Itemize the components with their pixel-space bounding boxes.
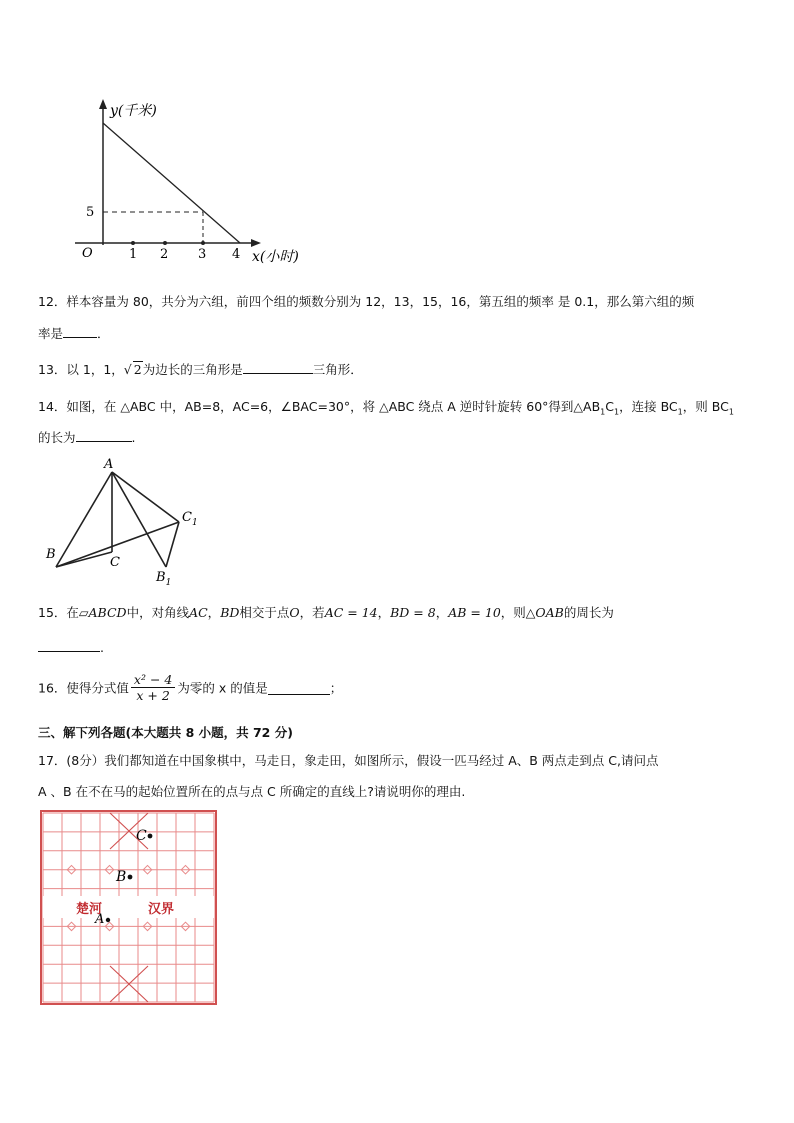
- y-axis-arrow: [99, 99, 107, 109]
- fig-label-c: C: [110, 555, 120, 570]
- river-left-text: 楚河: [76, 902, 103, 917]
- x-tick-2: 2: [160, 247, 169, 262]
- fig-label-c1: $C_1$: [182, 510, 198, 528]
- river-band: [43, 896, 214, 918]
- x-axis-label: x(小时): [252, 249, 299, 265]
- fig-label-a: A: [104, 457, 114, 472]
- point-c-dot: [148, 834, 153, 839]
- q15-answer-blank[interactable]: [38, 638, 100, 652]
- triangle-rotation-figure: [42, 455, 212, 590]
- q14-line2-text: 的长为: [38, 430, 76, 445]
- q13-line: [38, 360, 363, 378]
- point-b-dot: [128, 875, 133, 880]
- q14-sub-bc1b: 1: [728, 407, 734, 417]
- x-tick-1: 1: [129, 247, 138, 262]
- q15-oab: OAB: [535, 605, 564, 620]
- q15-ac: AC: [189, 605, 208, 620]
- q16-numerator: x² − 4: [131, 672, 175, 688]
- x-tick-dot-1: [131, 241, 135, 245]
- q15-end: .: [100, 640, 104, 655]
- q15-p8: ，则△: [500, 605, 536, 620]
- q12-line2: [38, 324, 110, 342]
- q13-prefix: 13．以 1，1，: [38, 362, 124, 377]
- q15-line1: [38, 603, 614, 621]
- x-axis-arrow: [251, 239, 261, 247]
- x-tick-4: 4: [232, 247, 241, 262]
- q15-p1: 15．在: [38, 605, 79, 620]
- q15-p7: ，: [435, 605, 449, 620]
- q13-answer-blank[interactable]: [243, 360, 313, 374]
- q15-o: O: [289, 605, 300, 620]
- sqrt-symbol: √: [123, 362, 132, 377]
- y-tick-5: 5: [86, 205, 95, 220]
- q14-sub-bc1: 1: [677, 407, 683, 417]
- point-b-label: B: [116, 869, 127, 885]
- fig-label-b: B: [46, 547, 56, 562]
- q15-eq2: BD = 8: [390, 605, 436, 620]
- point-a-dot: [106, 918, 110, 922]
- q15-parallelogram: ▱ABCD: [78, 605, 127, 620]
- q14-line2: [38, 428, 136, 446]
- q14-line1: [38, 397, 734, 417]
- river-right-text: 汉界: [148, 902, 175, 917]
- q16-end: ；: [329, 680, 343, 696]
- q15-bd: BD: [220, 605, 240, 620]
- graph-line: [103, 123, 240, 243]
- q17-line2: A 、B 在不在马的起始位置所在的点与点 C 所确定的直线上?请说明你的理由.: [38, 784, 466, 799]
- q13-radicand: 2: [133, 362, 142, 377]
- q15-p2: 中，对角线: [126, 605, 190, 620]
- section-heading: 三、解下列各题(本大题共 8 小题，共 72 分): [38, 725, 293, 740]
- distance-time-graph: [70, 95, 320, 270]
- chess-board-figure: [40, 810, 218, 1006]
- x-tick-dot-3: [201, 241, 205, 245]
- q14-line1-text: 14．如图，在 △ABC 中，AB=8，AC=6，∠BAC=30°，将 △ABC 绕点 A 逆时针旋转 60°得到△AB: [38, 399, 601, 414]
- q15-p5: ，若: [299, 605, 325, 620]
- origin-label: O: [82, 246, 93, 261]
- x-tick-dot-2: [163, 241, 167, 245]
- q14-c: C: [605, 399, 614, 414]
- q14-answer-blank[interactable]: [76, 428, 132, 442]
- q13-suffix: 三角形．: [312, 362, 363, 377]
- q14-sub-c1: 1: [614, 407, 620, 417]
- q12-line1: [38, 292, 694, 310]
- q14-then: ，则 BC: [682, 399, 729, 414]
- x-tick-3: 3: [198, 247, 207, 262]
- fig-label-b1: $B_1$: [156, 570, 172, 588]
- point-a-label: A: [95, 912, 105, 927]
- q16-prefix: 16．使得分式值: [38, 680, 129, 696]
- q15-eq1: AC = 14: [324, 605, 378, 620]
- q16-fraction: [131, 672, 175, 703]
- q13-mid: 为边长的三角形是: [142, 362, 243, 377]
- q16-answer-blank[interactable]: [268, 681, 330, 695]
- q15-eq3: AB = 10: [448, 605, 501, 620]
- q16-line: [38, 672, 342, 703]
- y-axis-label: y(千米): [110, 103, 157, 119]
- q15-line2: [38, 638, 104, 655]
- q14-connect: ，连接 BC: [619, 399, 678, 414]
- q16-mid: 为零的 x 的值是: [177, 680, 268, 696]
- q15-p9: 的周长为: [563, 605, 614, 620]
- point-c-label: C: [136, 828, 147, 844]
- q15-p4: 相交于点: [239, 605, 290, 620]
- q12-text-c: ．: [97, 326, 110, 341]
- q15-p6: ，: [377, 605, 391, 620]
- q12-text-b: 率是: [38, 326, 64, 341]
- q17-line1: 17．(8分）我们都知道在中国象棋中，马走日，象走田，如图所示，假设一匹马经过 A、B 两点走到点 C,请问点: [38, 753, 659, 768]
- q12-answer-blank[interactable]: [63, 324, 97, 338]
- q14-sub-b1: 1: [600, 407, 606, 417]
- q15-p3: ，: [207, 605, 221, 620]
- q14-end: .: [131, 430, 136, 445]
- q16-denominator: x + 2: [136, 688, 170, 703]
- q12-text-a: 12．样本容量为 80，共分为六组，前四个组的频数分别为 12，13，15，16，第五组的频率 是 0.1，那么第六组的频: [38, 294, 695, 309]
